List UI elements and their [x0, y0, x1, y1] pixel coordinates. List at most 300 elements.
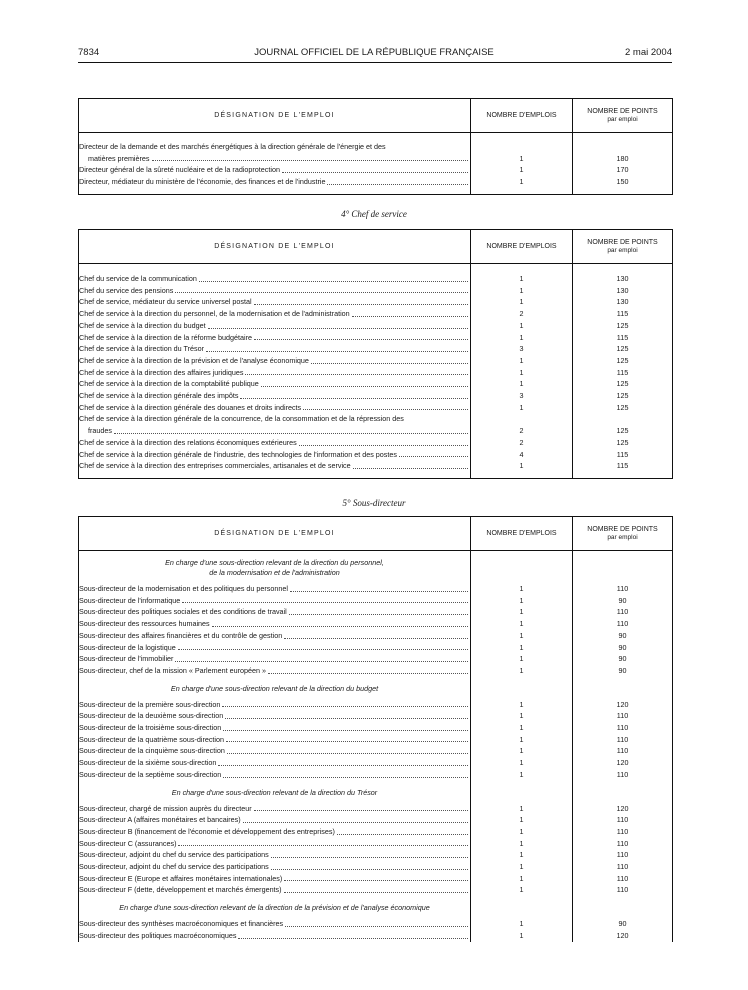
designation-text: Sous-directeur des politiques macroéconomiques: [79, 930, 237, 940]
row-designation: [79, 460, 471, 472]
row-points: [573, 653, 673, 665]
row-nombre: [471, 355, 573, 367]
leader-dots: [282, 164, 468, 173]
row-nombre: [471, 583, 573, 595]
row-designation: [79, 320, 471, 332]
points-value: 110: [616, 607, 629, 617]
row-points: [573, 176, 673, 188]
points-value: 90: [618, 654, 627, 664]
nombre-value: 1: [519, 355, 524, 365]
points-value: 125: [616, 379, 629, 389]
table-directeurs: [78, 98, 673, 195]
points-value: 115: [616, 332, 629, 342]
row-nombre: [471, 699, 573, 711]
designation-text: Directeur de la demande et des marchés énergétiques à la direction générale de l'énergie et des: [79, 142, 386, 151]
row-designation: [79, 699, 471, 711]
points-value: 90: [618, 630, 627, 640]
row-points: [573, 437, 673, 449]
row-points: [573, 861, 673, 873]
row-nombre: [471, 367, 573, 379]
table-row: [79, 367, 673, 379]
row-designation: [79, 402, 471, 414]
nombre-value: 1: [519, 297, 524, 307]
nombre-value: 1: [519, 734, 524, 744]
row-points: [573, 320, 673, 332]
row-nombre: [471, 449, 573, 461]
nombre-value: 1: [519, 815, 524, 825]
leader-dots: [299, 437, 468, 446]
points-value: 110: [616, 769, 629, 779]
col-points: NOMBRE DE POINTS par emploi: [573, 99, 673, 133]
designation-text: Sous-directeur des ressources humaines: [79, 619, 210, 629]
nombre-value: 1: [519, 274, 524, 283]
points-value: 110: [616, 584, 629, 593]
table-row: [79, 757, 673, 769]
leader-dots: [284, 630, 468, 639]
row-nombre: [471, 710, 573, 722]
designation-text: Sous-directeur de la deuxième sous-direction: [79, 711, 224, 721]
designation-text: Chef de service à la direction générale de la concurrence, de la consommation et de la répression des: [79, 414, 404, 424]
points-value: 130: [616, 274, 629, 283]
nombre-value: 1: [519, 665, 524, 675]
leader-dots: [199, 273, 468, 282]
nombre-value: 1: [519, 402, 524, 412]
nombre-value: 1: [519, 177, 524, 187]
designation-text: Chef de service, médiateur du service universel postal: [79, 297, 252, 307]
designation-text: Chef du service de la communication: [79, 274, 197, 283]
row-nombre: [471, 606, 573, 618]
designation-text: Chef de service à la direction générale des douanes et droits indirects: [79, 402, 302, 412]
group-heading: [79, 555, 471, 583]
leader-dots: [227, 745, 468, 754]
col-nombre: NOMBRE D'EMPLOIS: [471, 230, 573, 264]
table-row: [79, 873, 673, 885]
row-designation: [79, 378, 471, 390]
points-value: 115: [616, 309, 629, 319]
row-designation: [79, 769, 471, 781]
section-title-chef-de-service: 4° Chef de service: [341, 209, 407, 219]
points-value: 115: [616, 461, 629, 471]
table-chefs-de-service: [78, 229, 673, 479]
nombre-value: 1: [519, 320, 524, 330]
row-points: [573, 769, 673, 781]
row-designation: [79, 583, 471, 595]
leader-dots: [271, 861, 468, 870]
row-nombre: [471, 642, 573, 654]
row-points: [573, 595, 673, 607]
row-nombre: [471, 437, 573, 449]
table-row: [79, 343, 673, 355]
row-designation: [79, 826, 471, 838]
section-title-sous-directeur: 5° Sous-directeur: [342, 498, 406, 508]
table-row: [79, 803, 673, 815]
table-row: [79, 583, 673, 595]
leader-dots: [284, 884, 468, 893]
designation-text: Directeur, médiateur du ministère de l'économie, des finances et de l'industrie: [79, 177, 326, 187]
designation-text: Chef de service à la direction de la réforme budgétaire: [79, 332, 252, 342]
nombre-value: 1: [519, 850, 524, 860]
table-row: [79, 296, 673, 308]
leader-dots: [178, 838, 468, 847]
points-value: 170: [616, 165, 629, 175]
row-points: [573, 745, 673, 757]
row-designation: [79, 849, 471, 861]
row-designation: [79, 176, 471, 188]
designation-text: Chef de service à la direction du Trésor: [79, 344, 205, 354]
col-nombre: NOMBRE D'EMPLOIS: [471, 99, 573, 133]
nombre-value: 1: [519, 607, 524, 617]
row-points: [573, 460, 673, 472]
table-row: [79, 722, 673, 734]
nombre-value: 2: [519, 426, 524, 436]
leader-dots: [353, 460, 468, 469]
leader-dots: [240, 390, 468, 399]
row-points: [573, 630, 673, 642]
nombre-value: 1: [519, 919, 524, 929]
row-points: [573, 873, 673, 885]
points-value: 120: [616, 803, 629, 813]
designation-text: Sous-directeur de la septième sous-direction: [79, 769, 222, 779]
row-designation: [79, 618, 471, 630]
leader-dots: [327, 176, 468, 185]
table-row: [79, 918, 673, 930]
leader-dots: [223, 722, 468, 731]
nombre-value: 1: [519, 723, 524, 733]
row-designation: [79, 757, 471, 769]
table-row: [79, 413, 673, 436]
nombre-value: 1: [519, 153, 524, 163]
table-body: [79, 133, 673, 195]
nombre-value: 1: [519, 642, 524, 652]
row-designation: [79, 745, 471, 757]
designation-text: Sous-directeur de la cinquième sous-direction: [79, 746, 225, 756]
row-points: [573, 918, 673, 930]
leader-dots: [290, 583, 468, 592]
row-designation: [79, 838, 471, 850]
nombre-value: 1: [519, 630, 524, 640]
points-value: 125: [616, 391, 629, 401]
points-value: 110: [616, 734, 629, 744]
designation-text: Chef de service à la direction des entreprises commerciales, artisanales et de service: [79, 461, 351, 471]
leader-dots: [175, 653, 468, 662]
row-designation: [79, 918, 471, 930]
leader-dots: [223, 769, 468, 778]
nombre-value: 1: [519, 758, 524, 768]
table-row: [79, 699, 673, 711]
points-value: 90: [618, 642, 627, 652]
row-nombre: [471, 332, 573, 344]
row-nombre: [471, 141, 573, 164]
nombre-value: 1: [519, 873, 524, 883]
row-designation: [79, 449, 471, 461]
row-designation: [79, 884, 471, 896]
points-value: 125: [616, 426, 629, 436]
row-designation: [79, 873, 471, 885]
points-value: 125: [616, 437, 629, 447]
row-points: [573, 930, 673, 942]
table-row: [79, 355, 673, 367]
leader-dots: [226, 734, 468, 743]
row-nombre: [471, 861, 573, 873]
row-designation: [79, 606, 471, 618]
designation-text: Chef de service à la direction des affaires juridiques: [79, 367, 244, 377]
nombre-value: 1: [519, 885, 524, 895]
designation-text: Sous-directeur des politiques sociales et des conditions de travail: [79, 607, 287, 617]
row-points: [573, 164, 673, 176]
leader-dots: [152, 153, 468, 162]
designation-text: Sous-directeur de la logistique: [79, 642, 176, 652]
journal-title: JOURNAL OFFICIEL DE LA RÉPUBLIQUE FRANÇAISE: [254, 47, 494, 58]
points-value: 110: [616, 723, 629, 733]
col-points: NOMBRE DE POINTS par emploi: [573, 230, 673, 264]
points-value: 110: [616, 885, 629, 895]
row-designation: [79, 814, 471, 826]
points-value: 120: [616, 699, 629, 709]
row-points: [573, 332, 673, 344]
nombre-value: 1: [519, 862, 524, 872]
leader-dots: [261, 378, 468, 387]
leader-dots: [212, 618, 468, 627]
row-nombre: [471, 849, 573, 861]
col-designation: DÉSIGNATION DE L'EMPLOI: [79, 230, 471, 264]
row-points: [573, 710, 673, 722]
row-designation: [79, 308, 471, 320]
row-points: [573, 665, 673, 677]
table-row: [79, 849, 673, 861]
nombre-value: 1: [519, 379, 524, 389]
nombre-value: 1: [519, 769, 524, 779]
designation-text: Sous-directeur des affaires financières et du contrôle de gestion: [79, 630, 283, 640]
leader-dots: [175, 285, 468, 294]
row-designation: [79, 595, 471, 607]
table-row: [79, 437, 673, 449]
table-row: [79, 642, 673, 654]
row-nombre: [471, 308, 573, 320]
group-heading-line: En charge d'une sous-direction relevant de la direction du Trésor: [171, 787, 378, 797]
row-points: [573, 642, 673, 654]
points-value: 110: [616, 826, 629, 836]
points-value: 110: [616, 850, 629, 860]
row-points: [573, 803, 673, 815]
row-nombre: [471, 722, 573, 734]
designation-text: Chef de service à la direction générale des impôts: [79, 391, 239, 401]
row-designation: [79, 332, 471, 344]
leader-dots: [178, 642, 468, 651]
row-nombre: [471, 814, 573, 826]
nombre-value: 1: [519, 367, 524, 377]
group-heading-row: [79, 555, 673, 583]
row-points: [573, 413, 673, 436]
row-nombre: [471, 285, 573, 297]
row-designation: [79, 734, 471, 746]
row-points: [573, 838, 673, 850]
row-designation: [79, 273, 471, 285]
leader-dots: [254, 296, 468, 305]
table-row: [79, 838, 673, 850]
leader-dots: [303, 402, 468, 411]
nombre-value: 1: [519, 461, 524, 471]
leader-dots: [285, 918, 468, 927]
col-designation: DÉSIGNATION DE L'EMPLOI: [79, 99, 471, 133]
row-designation: [79, 355, 471, 367]
table-row: [79, 320, 673, 332]
points-value: 90: [618, 595, 627, 605]
points-value: 125: [616, 320, 629, 330]
row-points: [573, 606, 673, 618]
designation-text: Sous-directeur de la troisième sous-direction: [79, 723, 222, 733]
row-nombre: [471, 402, 573, 414]
row-designation: [79, 930, 471, 942]
row-points: [573, 296, 673, 308]
table-row: [79, 930, 673, 942]
table-row: [79, 734, 673, 746]
designation-text: Sous-directeur, chef de la mission « Parlement européen »: [79, 665, 266, 675]
leader-dots: [399, 449, 468, 458]
table-row: [79, 595, 673, 607]
row-nombre: [471, 630, 573, 642]
row-nombre: [471, 343, 573, 355]
row-nombre: [471, 164, 573, 176]
points-value: 130: [616, 285, 629, 295]
nombre-value: 1: [519, 619, 524, 629]
points-value: 120: [616, 758, 629, 768]
row-designation: [79, 343, 471, 355]
row-designation: [79, 164, 471, 176]
group-heading: [79, 785, 471, 803]
points-value: 125: [616, 344, 629, 354]
points-value: 125: [616, 355, 629, 365]
designation-text: Sous-directeur F (dette, développement et marchés émergents): [79, 885, 282, 895]
row-points: [573, 618, 673, 630]
row-nombre: [471, 176, 573, 188]
row-points: [573, 355, 673, 367]
table-row: [79, 769, 673, 781]
row-designation: [79, 803, 471, 815]
table-row: [79, 618, 673, 630]
table-row: [79, 630, 673, 642]
nombre-value: 3: [519, 391, 524, 401]
designation-text: Chef du service des pensions: [79, 285, 174, 295]
group-heading-line: En charge d'une sous-direction relevant de la direction de la prévision et de l'analyse économique: [119, 903, 430, 913]
spacer-row: [79, 472, 673, 479]
designation-text: Sous-directeur, chargé de mission auprès du directeur: [79, 803, 252, 813]
table-row: [79, 814, 673, 826]
col-nombre: NOMBRE D'EMPLOIS: [471, 517, 573, 551]
points-value: 130: [616, 297, 629, 307]
row-points: [573, 699, 673, 711]
nombre-value: 1: [519, 584, 524, 593]
designation-text: Sous-directeur, adjoint du chef du service des participations: [79, 862, 269, 872]
table-row: [79, 402, 673, 414]
leader-dots: [337, 826, 468, 835]
row-nombre: [471, 413, 573, 436]
row-points: [573, 722, 673, 734]
row-designation: [79, 710, 471, 722]
table-row: [79, 273, 673, 285]
row-nombre: [471, 665, 573, 677]
leader-dots: [243, 814, 468, 823]
table-row: [79, 665, 673, 677]
designation-text: Sous-directeur de la sixième sous-direction: [79, 758, 217, 768]
table-row: [79, 449, 673, 461]
designation-text: Sous-directeur de l'informatique: [79, 595, 181, 605]
leader-dots: [254, 803, 468, 812]
row-points: [573, 734, 673, 746]
points-value: 110: [616, 873, 629, 883]
nombre-value: 2: [519, 437, 524, 447]
row-points: [573, 367, 673, 379]
designation-text: fraudes: [88, 426, 112, 436]
table-row: [79, 308, 673, 320]
leader-dots: [206, 343, 468, 352]
nombre-value: 1: [519, 332, 524, 342]
row-points: [573, 814, 673, 826]
row-points: [573, 826, 673, 838]
designation-text: matières premières: [88, 153, 150, 163]
nombre-value: 3: [519, 344, 524, 354]
row-designation: [79, 141, 471, 164]
row-designation: [79, 630, 471, 642]
table-row: [79, 826, 673, 838]
leader-dots: [208, 320, 468, 329]
points-value: 115: [616, 367, 629, 377]
designation-text: Sous-directeur des synthèses macroéconomiques et financières: [79, 919, 284, 929]
col-designation: DÉSIGNATION DE L'EMPLOI: [79, 517, 471, 551]
points-value: 115: [616, 449, 629, 459]
row-points: [573, 285, 673, 297]
page-number: 7834: [78, 47, 100, 58]
row-nombre: [471, 769, 573, 781]
row-designation: [79, 437, 471, 449]
leader-dots: [254, 332, 468, 341]
nombre-value: 1: [519, 699, 524, 709]
row-nombre: [471, 273, 573, 285]
nombre-value: 1: [519, 165, 524, 175]
designation-text: Chef de service à la direction générale de l'industrie, des technologies de l'information et des postes: [79, 449, 397, 459]
designation-text: Sous-directeur, adjoint du chef du service des participations: [79, 850, 269, 860]
group-heading: [79, 900, 471, 918]
table-row: [79, 141, 673, 164]
leader-dots: [238, 930, 468, 939]
row-nombre: [471, 653, 573, 665]
table-sous-directeurs: [78, 516, 673, 942]
designation-text: Sous-directeur C (assurances): [79, 838, 177, 848]
row-nombre: [471, 618, 573, 630]
row-nombre: [471, 884, 573, 896]
table-row: [79, 861, 673, 873]
designation-text: Chef de service à la direction de la comptabilité publique: [79, 379, 259, 389]
row-points: [573, 141, 673, 164]
row-nombre: [471, 930, 573, 942]
designation-text: Chef de service à la direction du budget: [79, 320, 206, 330]
points-value: 90: [618, 919, 627, 929]
nombre-value: 1: [519, 746, 524, 756]
nombre-value: 2: [519, 309, 524, 319]
points-value: 120: [616, 930, 629, 940]
nombre-value: 1: [519, 826, 524, 836]
table-body: [79, 264, 673, 479]
row-points: [573, 849, 673, 861]
group-heading-line: En charge d'une sous-direction relevant de la direction du personnel,: [165, 558, 384, 567]
nombre-value: 1: [519, 838, 524, 848]
row-nombre: [471, 460, 573, 472]
leader-dots: [222, 699, 468, 708]
points-value: 150: [616, 177, 629, 187]
nombre-value: 1: [519, 285, 524, 295]
group-heading: [79, 681, 471, 699]
row-designation: [79, 653, 471, 665]
row-nombre: [471, 320, 573, 332]
